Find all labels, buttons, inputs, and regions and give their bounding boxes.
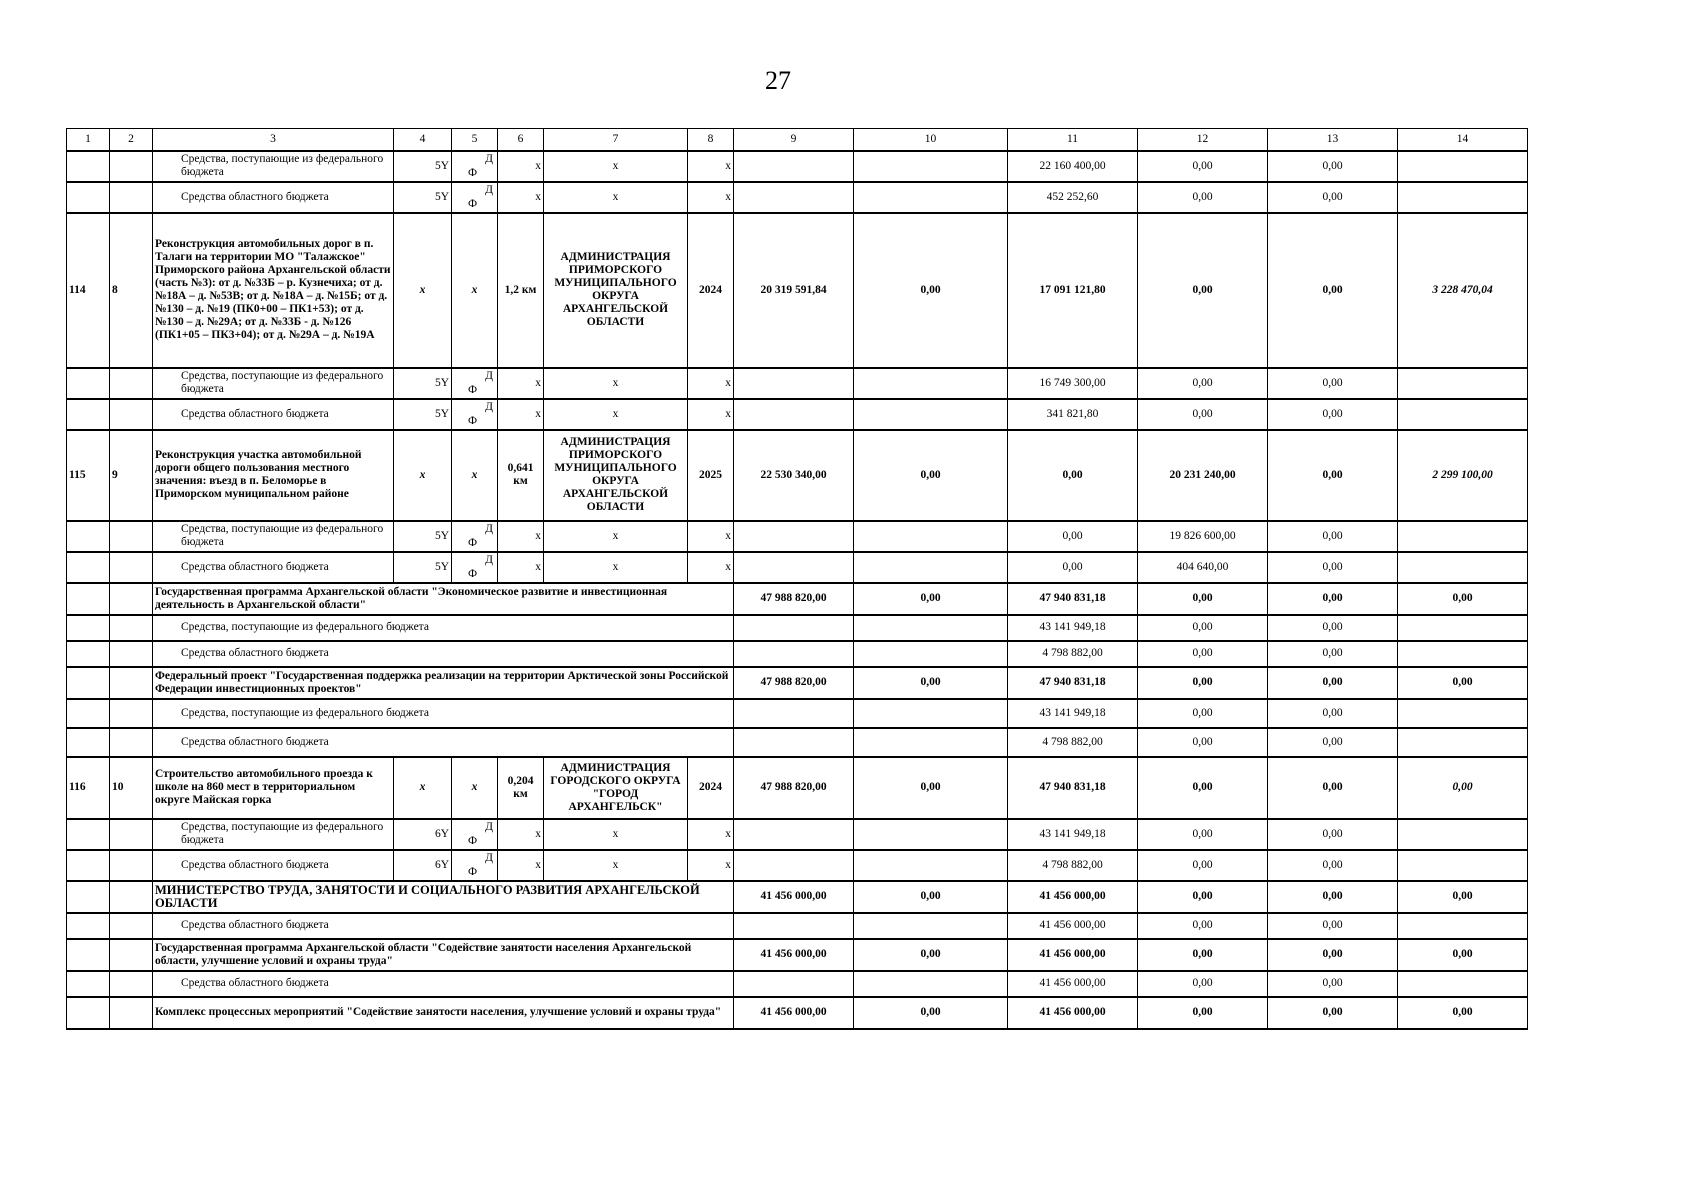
amount-cell: 0,00 [1268,757,1398,819]
amount-cell: 0,00 [854,583,1008,615]
amount-cell: 41 456 000,00 [734,939,854,971]
organization-cell: АДМИНИСТРАЦИЯ ГОРОДСКОГО ОКРУГА "ГОРОД АРХАНГЕЛЬСК" [544,757,688,819]
amount-cell: 0,00 [1268,939,1398,971]
table-row [67,850,1528,881]
amount-cell: 452 252,60 [1008,182,1138,213]
amount-cell: 47 988 820,00 [734,757,854,819]
x-cell: х [498,368,544,399]
col-header: 12 [1138,129,1268,151]
amount-cell: 41 456 000,00 [734,997,854,1029]
code-cell: 5Y [394,368,452,399]
col-header: 4 [394,129,452,151]
x-cell: х [544,151,688,182]
program-title: Государственная программа Архангельской области "Экономическое развитие и инвестиционная деятельность в Архангельской области" [153,583,734,615]
x-cell: х [498,819,544,850]
amount-cell: 0,00 [1138,913,1268,939]
table-row-115 [67,430,1528,521]
code-cell: 5Y [394,521,452,552]
df-cell: Д Ф [452,521,498,552]
col-header: 13 [1268,129,1398,151]
amount-cell: 47 940 831,18 [1008,757,1138,819]
col-header: 7 [544,129,688,151]
item-number: 10 [110,757,153,819]
x-cell: х [452,430,498,521]
ministry-title: МИНИСТЕРСТВО ТРУДА, ЗАНЯТОСТИ И СОЦИАЛЬНОГО РАЗВИТИЯ АРХАНГЕЛЬСКОЙ ОБЛАСТИ [153,881,734,913]
funding-source-label: Средства областного бюджета [153,641,734,667]
x-cell: х [498,521,544,552]
amount-cell: 0,00 [1398,881,1528,913]
item-number: 9 [110,430,153,521]
x-cell: х [688,521,734,552]
amount-cell: 0,00 [854,667,1008,699]
amount-cell: 47 988 820,00 [734,667,854,699]
amount-cell: 43 141 949,18 [1008,699,1138,728]
object-name: Реконструкция автомобильных дорог в п. Талаги на территории МО "Талажское" Приморского района Архангельской области (часть №3): от д. №33Б – р. Кузнечиха; от д. №18А – д. №53В; от д. №18А – д. №15Б; от д. №130 – д. №19 (ПК0+00 – ПК1+53); от д. №130 – д. №29А; от д. №33Б - д. №126 (ПК1+05 – ПК3+04); от д. №29А – д. №19А [153,213,394,368]
col-header: 5 [452,129,498,151]
amount-cell: 0,00 [1268,151,1398,182]
x-cell: х [498,151,544,182]
amount-cell: 22 160 400,00 [1008,151,1138,182]
funding-source-label: Средства, поступающие из федерального бюджета [153,615,734,641]
amount-cell: 0,00 [1008,552,1138,583]
funding-source-label: Средства областного бюджета [153,399,394,430]
col-header: 1 [67,129,110,151]
row-number: 115 [67,430,110,521]
x-cell: х [394,757,452,819]
amount-cell: 0,00 [1268,615,1398,641]
amount-cell: 0,00 [1268,881,1398,913]
amount-cell: 0,00 [1138,819,1268,850]
funding-source-label: Средства областного бюджета [153,728,734,757]
row-number: 116 [67,757,110,819]
amount-cell: 41 456 000,00 [1008,881,1138,913]
df-cell: Д Ф [452,182,498,213]
amount-cell: 17 091 121,80 [1008,213,1138,368]
amount-cell: 0,00 [1268,399,1398,430]
amount-cell: 43 141 949,18 [1008,615,1138,641]
funding-source-label: Средства, поступающие из федерального бюджета [153,151,394,182]
amount-cell: 0,00 [1398,757,1528,819]
table-row [67,728,1528,757]
process-complex-title: Комплекс процессных мероприятий "Содействие занятости населения, улучшение условий и охраны труда" [153,997,734,1029]
amount-cell: 41 456 000,00 [1008,997,1138,1029]
x-cell: х [498,850,544,881]
program-title: Государственная программа Архангельской области "Содействие занятости населения Архангельской области, улучшение условий и охраны труда" [153,939,734,971]
x-cell: х [544,399,688,430]
table-row [67,552,1528,583]
table-row [67,615,1528,641]
x-cell: х [688,182,734,213]
table-row [67,641,1528,667]
x-cell: х [688,368,734,399]
amount-cell: 0,00 [1138,939,1268,971]
x-cell: х [452,757,498,819]
amount-cell: 0,00 [1138,151,1268,182]
table-row [67,819,1528,850]
amount-cell: 41 456 000,00 [734,881,854,913]
col-header: 14 [1398,129,1528,151]
table-row [67,399,1528,430]
item-number: 8 [110,213,153,368]
amount-cell: 0,00 [854,213,1008,368]
x-cell: х [498,552,544,583]
table-row-114 [67,213,1528,368]
object-name: Строительство автомобильного проезда к школе на 860 мест в территориальном округе Майская горка [153,757,394,819]
amount-cell: 0,00 [1008,430,1138,521]
amount-cell: 0,00 [854,430,1008,521]
amount-cell: 0,00 [1268,819,1398,850]
x-cell: х [452,213,498,368]
amount-cell: 0,00 [1268,997,1398,1029]
amount-cell: 0,00 [1268,552,1398,583]
year-cell: 2024 [688,757,734,819]
x-cell: х [688,552,734,583]
amount-cell: 0,00 [1138,699,1268,728]
amount-cell: 0,00 [1268,667,1398,699]
amount-cell: 0,00 [854,757,1008,819]
code-cell: 5Y [394,552,452,583]
year-cell: 2024 [688,213,734,368]
amount-cell: 0,00 [1268,430,1398,521]
df-cell: Д Ф [452,819,498,850]
table-row [67,182,1528,213]
df-cell: Д Ф [452,850,498,881]
amount-cell: 2 299 100,00 [1398,430,1528,521]
ministry-row [67,881,1528,913]
x-cell: х [544,819,688,850]
amount-cell: 3 228 470,04 [1398,213,1528,368]
amount-cell: 0,00 [1138,583,1268,615]
row-number: 114 [67,213,110,368]
amount-cell: 4 798 882,00 [1008,641,1138,667]
amount-cell: 0,00 [1138,399,1268,430]
code-cell: 5Y [394,182,452,213]
x-cell: х [688,819,734,850]
col-header: 10 [854,129,1008,151]
amount-cell: 4 798 882,00 [1008,728,1138,757]
amount-cell: 16 749 300,00 [1008,368,1138,399]
table-row-116 [67,757,1528,819]
funding-source-label: Средства, поступающие из федерального бюджета [153,521,394,552]
col-header: 6 [498,129,544,151]
amount-cell: 20 231 240,00 [1138,430,1268,521]
organization-cell: АДМИНИСТРАЦИЯ ПРИМОРСКОГО МУНИЦИПАЛЬНОГО ОКРУГА АРХАНГЕЛЬСКОЙ ОБЛАСТИ [544,430,688,521]
amount-cell: 0,00 [854,881,1008,913]
amount-cell: 0,00 [1268,213,1398,368]
table-row [67,151,1528,182]
amount-cell: 0,00 [854,939,1008,971]
length-cell: 1,2 км [498,213,544,368]
page-number: 27 [765,66,791,95]
amount-cell: 20 319 591,84 [734,213,854,368]
col-header: 11 [1008,129,1138,151]
col-header: 3 [153,129,394,151]
amount-cell: 0,00 [1268,728,1398,757]
table-row [67,971,1528,997]
amount-cell: 0,00 [1138,667,1268,699]
object-name: Реконструкция участка автомобильной дороги общего пользования местного значения: въезд в п. Беломорье в Приморском муниципальном районе [153,430,394,521]
amount-cell: 0,00 [1398,939,1528,971]
amount-cell: 0,00 [1398,583,1528,615]
col-header: 8 [688,129,734,151]
amount-cell: 0,00 [1398,997,1528,1029]
amount-cell: 43 141 949,18 [1008,819,1138,850]
amount-cell: 0,00 [1268,182,1398,213]
code-cell: 6Y [394,850,452,881]
year-cell: 2025 [688,430,734,521]
amount-cell: 0,00 [1138,850,1268,881]
amount-cell: 47 940 831,18 [1008,667,1138,699]
project-row [67,667,1528,699]
amount-cell: 0,00 [1138,641,1268,667]
amount-cell: 4 798 882,00 [1008,850,1138,881]
code-cell: 6Y [394,819,452,850]
col-header: 9 [734,129,854,151]
funding-source-label: Средства областного бюджета [153,182,394,213]
amount-cell: 0,00 [854,997,1008,1029]
funding-source-label: Средства областного бюджета [153,552,394,583]
amount-cell: 0,00 [1268,913,1398,939]
amount-cell: 0,00 [1268,971,1398,997]
amount-cell: 0,00 [1268,850,1398,881]
funding-source-label: Средства областного бюджета [153,850,394,881]
code-cell: 5Y [394,399,452,430]
x-cell: х [544,552,688,583]
amount-cell: 0,00 [1138,757,1268,819]
x-cell: х [688,850,734,881]
amount-cell: 0,00 [1138,971,1268,997]
amount-cell: 0,00 [1008,521,1138,552]
code-cell: 5Y [394,151,452,182]
amount-cell: 341 821,80 [1008,399,1138,430]
df-cell: Д Ф [452,399,498,430]
amount-cell: 0,00 [1138,368,1268,399]
x-cell: х [544,521,688,552]
amount-cell: 22 530 340,00 [734,430,854,521]
amount-cell: 19 826 600,00 [1138,521,1268,552]
amount-cell: 47 988 820,00 [734,583,854,615]
length-cell: 0,641 км [498,430,544,521]
funding-source-label: Средства, поступающие из федерального бюджета [153,699,734,728]
x-cell: х [394,213,452,368]
program-row [67,939,1528,971]
amount-cell: 0,00 [1268,699,1398,728]
project-title: Федеральный проект "Государственная поддержка реализации на территории Арктической зоны Российской Федерации инвестиционных проектов" [153,667,734,699]
funding-source-label: Средства, поступающие из федерального бюджета [153,819,394,850]
amount-cell: 0,00 [1268,583,1398,615]
organization-cell: АДМИНИСТРАЦИЯ ПРИМОРСКОГО МУНИЦИПАЛЬНОГО ОКРУГА АРХАНГЕЛЬСКОЙ ОБЛАСТИ [544,213,688,368]
amount-cell: 404 640,00 [1138,552,1268,583]
x-cell: х [498,182,544,213]
table-row [67,699,1528,728]
amount-cell: 0,00 [1268,641,1398,667]
amount-cell: 0,00 [1138,615,1268,641]
funding-source-label: Средства областного бюджета [153,913,734,939]
df-cell: Д Ф [452,552,498,583]
df-cell: Д Ф [452,151,498,182]
funding-source-label: Средства областного бюджета [153,971,734,997]
table-row [67,368,1528,399]
funding-source-label: Средства, поступающие из федерального бюджета [153,368,394,399]
process-complex-row [67,997,1528,1029]
amount-cell: 0,00 [1138,728,1268,757]
table-row [67,521,1528,552]
amount-cell: 0,00 [1138,213,1268,368]
column-number-row [67,129,1528,151]
amount-cell: 41 456 000,00 [1008,913,1138,939]
amount-cell: 0,00 [1268,521,1398,552]
amount-cell: 0,00 [1398,667,1528,699]
df-cell: Д Ф [452,368,498,399]
x-cell: х [544,368,688,399]
amount-cell: 0,00 [1138,182,1268,213]
amount-cell: 0,00 [1268,368,1398,399]
amount-cell: 41 456 000,00 [1008,971,1138,997]
length-cell: 0,204 км [498,757,544,819]
amount-cell: 47 940 831,18 [1008,583,1138,615]
x-cell: х [688,399,734,430]
x-cell: х [544,182,688,213]
x-cell: х [688,151,734,182]
program-row [67,583,1528,615]
budget-table [66,128,1528,1030]
x-cell: х [498,399,544,430]
amount-cell: 0,00 [1138,881,1268,913]
x-cell: х [394,430,452,521]
table-row [67,913,1528,939]
x-cell: х [544,850,688,881]
amount-cell: 0,00 [1138,997,1268,1029]
amount-cell: 41 456 000,00 [1008,939,1138,971]
col-header: 2 [110,129,153,151]
